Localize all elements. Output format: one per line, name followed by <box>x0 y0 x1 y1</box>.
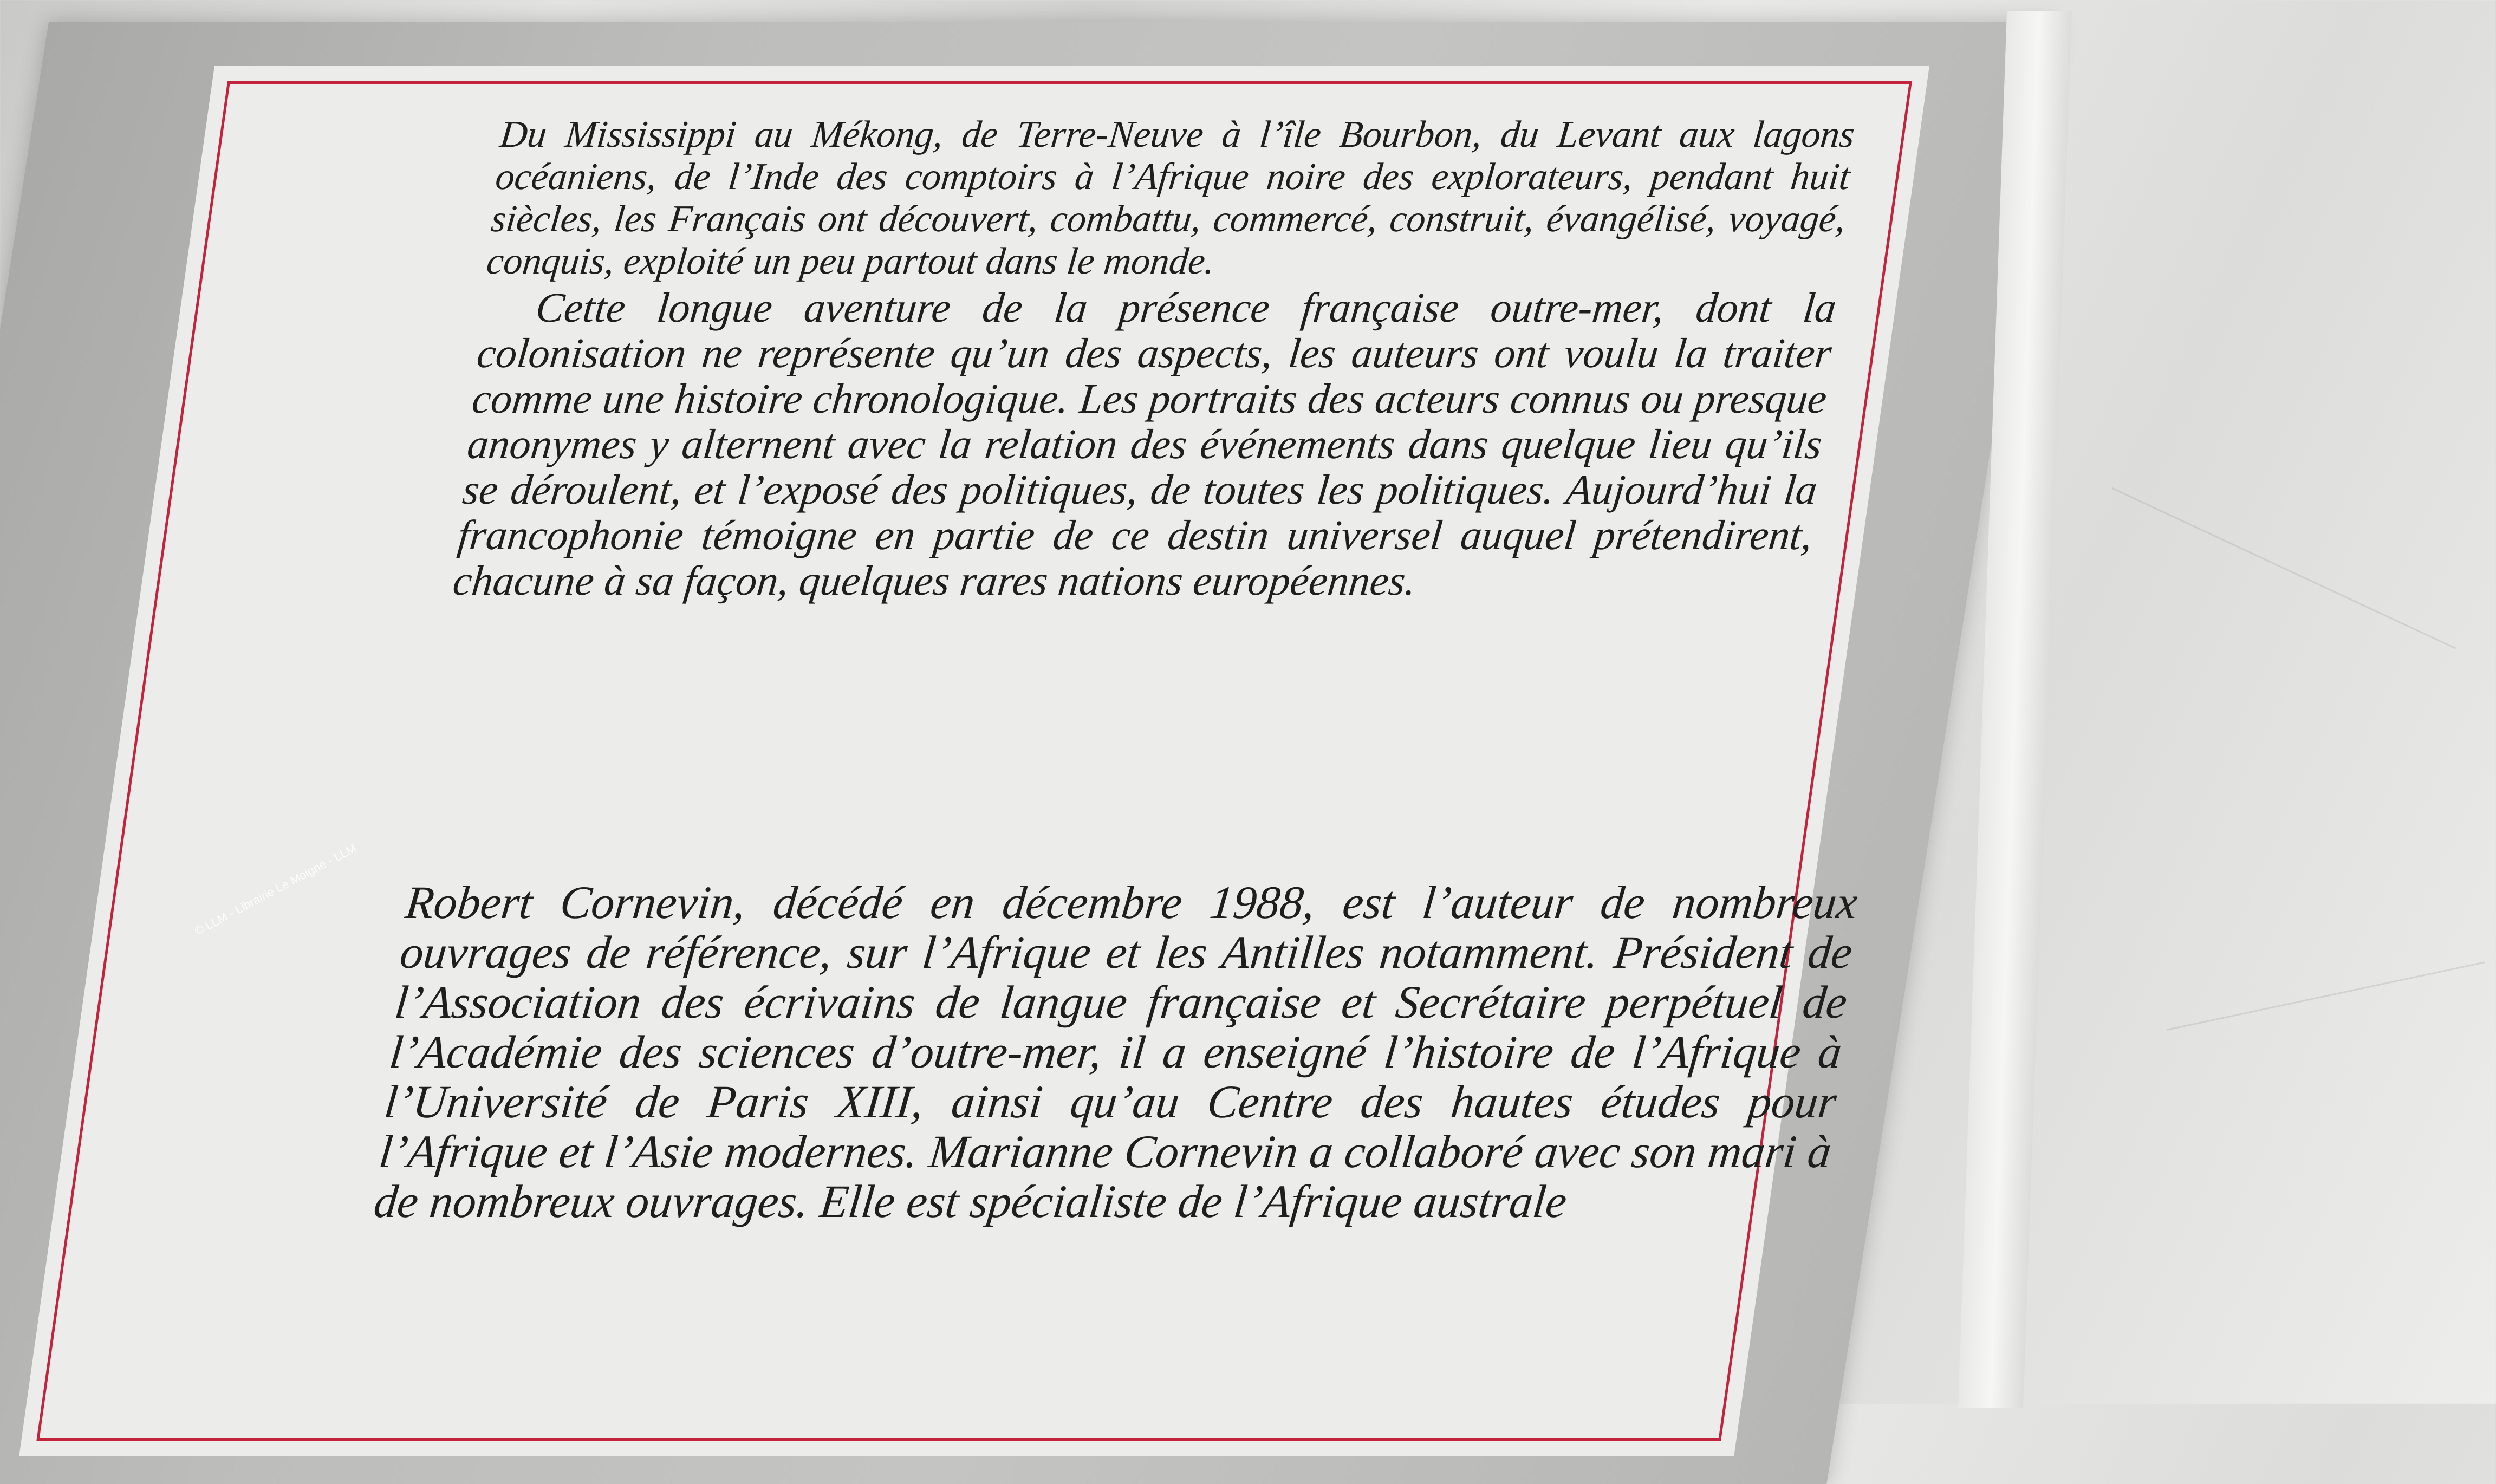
author-bio: Robert Cornevin, décédé en décembre 1988, est l’auteur de nombreux ouvrages de référence, sur l’Afrique et les Antilles notamment. Président de l’Association des écrivains de langue française et Secrétaire perpétuel de l’Académie des sciences d’outre-mer, il a enseigné l’histoire de l’Afrique à l’Université de Paris XIII, ainsi qu’au Centre des hautes études pour l’Afrique et l’Asie modernes. Marianne Cornevin a collaboré avec son mari à de nombreux ouvrages. Elle est spécialiste de l’Afrique australe <box>371 876 1861 1227</box>
marble-vein <box>2167 961 2485 1031</box>
copyright-watermark: © LLM - Librairie Le Moigne - LLM <box>192 841 359 939</box>
synopsis-paragraph-1: Du Mississippi au Mékong, de Terre-Neuve à l’île Bourbon, du Levant aux lagons océaniens, de l’Inde des comptoirs à l’Afrique noire des explorateurs, pendant huit siècles, les Français ont découvert, combattu, commercé, construit, évangélisé, voyagé, conquis, exploité un peu partout dans le monde. <box>484 114 1857 282</box>
synopsis-paragraph-2: Cette longue aventure de la présence française outre-mer, dont la colonisation ne représente qu’un des aspects, les auteurs ont voulu la traiter comme une histoire chronologique. Les portraits des acteurs connus ou presque anonymes y alternent avec la relation des événements dans quelque lieu qu’ils se déroulent, et l’exposé des politiques, de toutes les politiques. Aujourd’hui la francophonie témoigne en partie de ce destin universel auquel prétendirent, chacune à sa façon, quelques rares nations européennes. <box>451 284 1839 604</box>
marble-vein <box>2112 487 2456 649</box>
synopsis-text <box>451 114 1856 603</box>
